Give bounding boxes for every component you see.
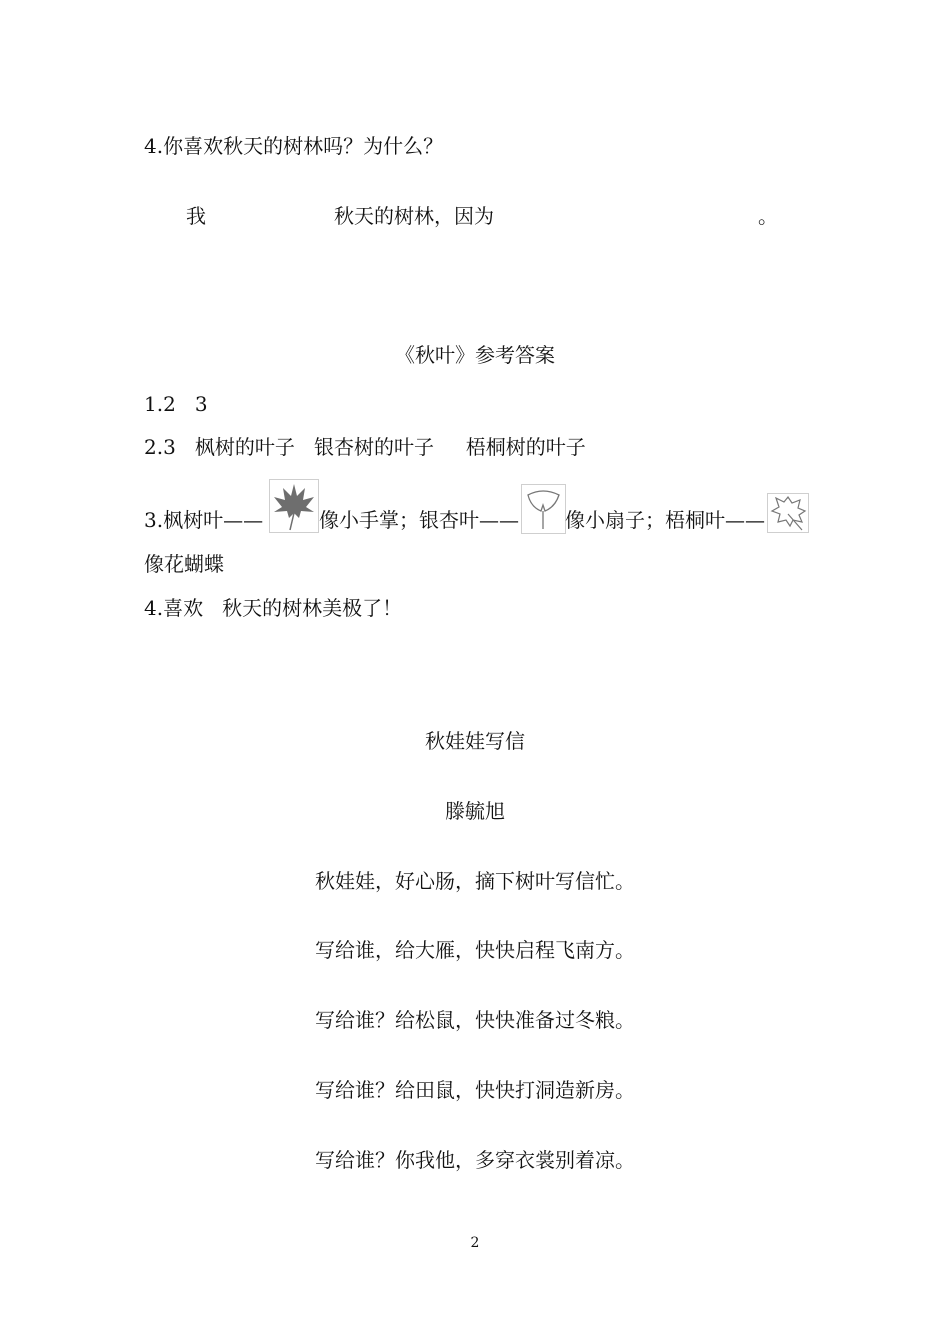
answer-3-part-1: 3.枫树叶—— [144,508,264,532]
answer-3-part-4: 像花蝴蝶 [144,552,224,576]
poem-author: 滕毓旭 [445,799,505,823]
answer-3-part-2: 像小手掌；银杏叶—— [319,508,519,532]
poem-title: 秋娃娃写信 [425,729,525,753]
poem-line: 写给谁？给田鼠，快快打洞造新房。 [315,1078,635,1102]
poem-line: 写给谁？你我他，多穿衣裳别着凉。 [315,1148,635,1172]
poem-line: 秋娃娃，好心肠，摘下树叶写信忙。 [315,869,635,893]
answer-1: 1.2 3 [144,392,208,416]
maple-leaf-icon [269,479,319,533]
answer-3-part-3: 像小扇子；梧桐叶—— [565,508,765,532]
ginkgo-leaf-icon [521,484,566,534]
poem-line: 写给谁？给松鼠，快快准备过冬粮。 [315,1008,635,1032]
question-4-prompt: 4.你喜欢秋天的树林吗？为什么？ [144,134,444,158]
answers-title: 《秋叶》参考答案 [395,343,555,367]
page-number: 2 [470,1235,480,1251]
poem-line: 写给谁，给大雁，快快启程飞南方。 [315,938,635,962]
answer-blank-middle: 秋天的树林，因为 [334,204,494,228]
answer-4: 4.喜欢 秋天的树林美极了！ [144,596,403,620]
plane-tree-leaf-icon [767,493,809,533]
answer-blank-end: 。 [758,204,778,228]
answer-blank-start: 我 [186,204,206,228]
answer-2: 2.3 枫树的叶子 银杏树的叶子 梧桐树的叶子 [144,435,586,459]
